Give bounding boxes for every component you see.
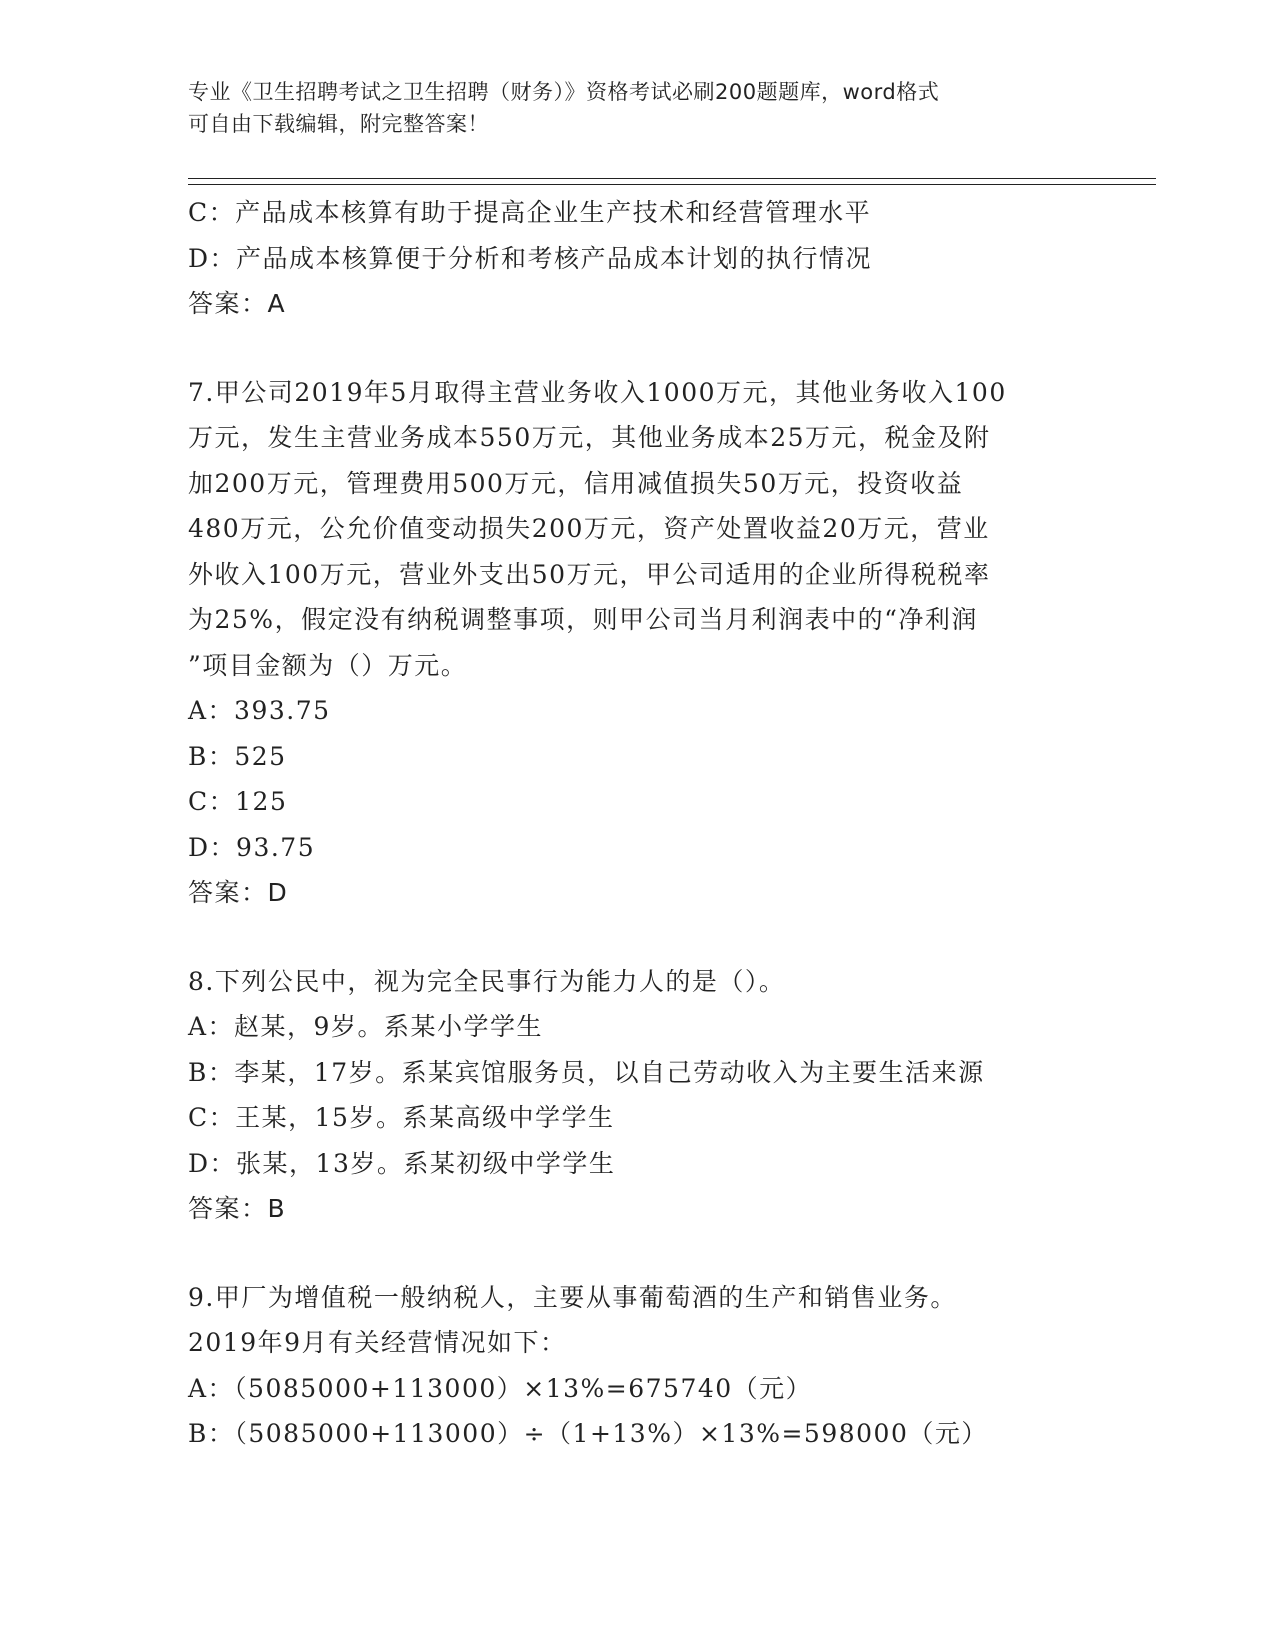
q7-stem-line-7: ”项目金额为（）万元。 (188, 650, 468, 680)
spacer (188, 1232, 1088, 1275)
q9-option-a: A：（5085000+113000）×13%=675740（元） (188, 1373, 813, 1403)
question-8 (188, 959, 1088, 1232)
header-divider-bottom (188, 184, 1156, 185)
question-9 (188, 1275, 1088, 1457)
q8-option-a: A：赵某，9岁。系某小学学生 (188, 1012, 543, 1041)
q7-option-d: D：93.75 (188, 832, 316, 862)
document-header (188, 76, 1088, 140)
header-title-line-1: 专业《卫生招聘考试之卫生招聘（财务）》资格考试必刷200题题库，word格式 (188, 80, 940, 104)
q7-option-a: A：393.75 (188, 696, 331, 725)
q9-option-b: B：（5085000+113000）÷（1+13%）×13%=598000（元） (188, 1419, 988, 1448)
q7-stem-line-3: 加200万元，管理费用500万元，信用减值损失50万元，投资收益 (188, 468, 964, 498)
q7-stem-line-1: 7.甲公司2019年5月取得主营业务收入1000万元，其他业务收入100 (188, 377, 1007, 407)
q6-answer: 答案：A (188, 289, 287, 318)
q8-option-b: B：李某，17岁。系某宾馆服务员，以自己劳动收入为主要生活来源 (188, 1057, 985, 1087)
question-7 (188, 370, 1088, 916)
q7-option-b: B：525 (188, 741, 287, 771)
q7-option-c: C：125 (188, 787, 288, 816)
q7-stem-line-6: 为25%，假定没有纳税调整事项，则甲公司当月利润表中的“净利润 (188, 605, 978, 634)
header-title-line-2: 可自由下载编辑，附完整答案！ (188, 112, 489, 136)
q7-answer: 答案：D (188, 878, 289, 907)
q8-option-d: D：张某，13岁。系某初级中学学生 (188, 1148, 616, 1178)
q9-stem-line-2: 2019年9月有关经营情况如下： (188, 1328, 567, 1357)
q8-answer: 答案：B (188, 1194, 287, 1223)
q9-stem-line-1: 9.甲厂为增值税一般纳税人，主要从事葡萄酒的生产和销售业务。 (188, 1282, 957, 1312)
spacer (188, 916, 1088, 959)
question-6 (188, 190, 1088, 327)
header-divider-top (188, 178, 1156, 179)
q7-stem-line-4: 480万元，公允价值变动损失200万元，资产处置收益20万元，营业 (188, 514, 990, 543)
q6-option-d: D：产品成本核算便于分析和考核产品成本计划的执行情况 (188, 243, 873, 273)
spacer (188, 327, 1088, 370)
q8-stem: 8.下列公民中，视为完全民事行为能力人的是（）。 (188, 966, 786, 996)
question-content (188, 190, 1088, 1457)
q6-option-c: C：产品成本核算有助于提高企业生产技术和经营管理水平 (188, 198, 872, 227)
q7-stem-line-2: 万元，发生主营业务成本550万元，其他业务成本25万元，税金及附 (188, 423, 991, 452)
q8-option-c: C：王某，15岁。系某高级中学学生 (188, 1103, 615, 1132)
q7-stem-line-5: 外收入100万元，营业外支出50万元，甲公司适用的企业所得税税率 (188, 559, 991, 589)
